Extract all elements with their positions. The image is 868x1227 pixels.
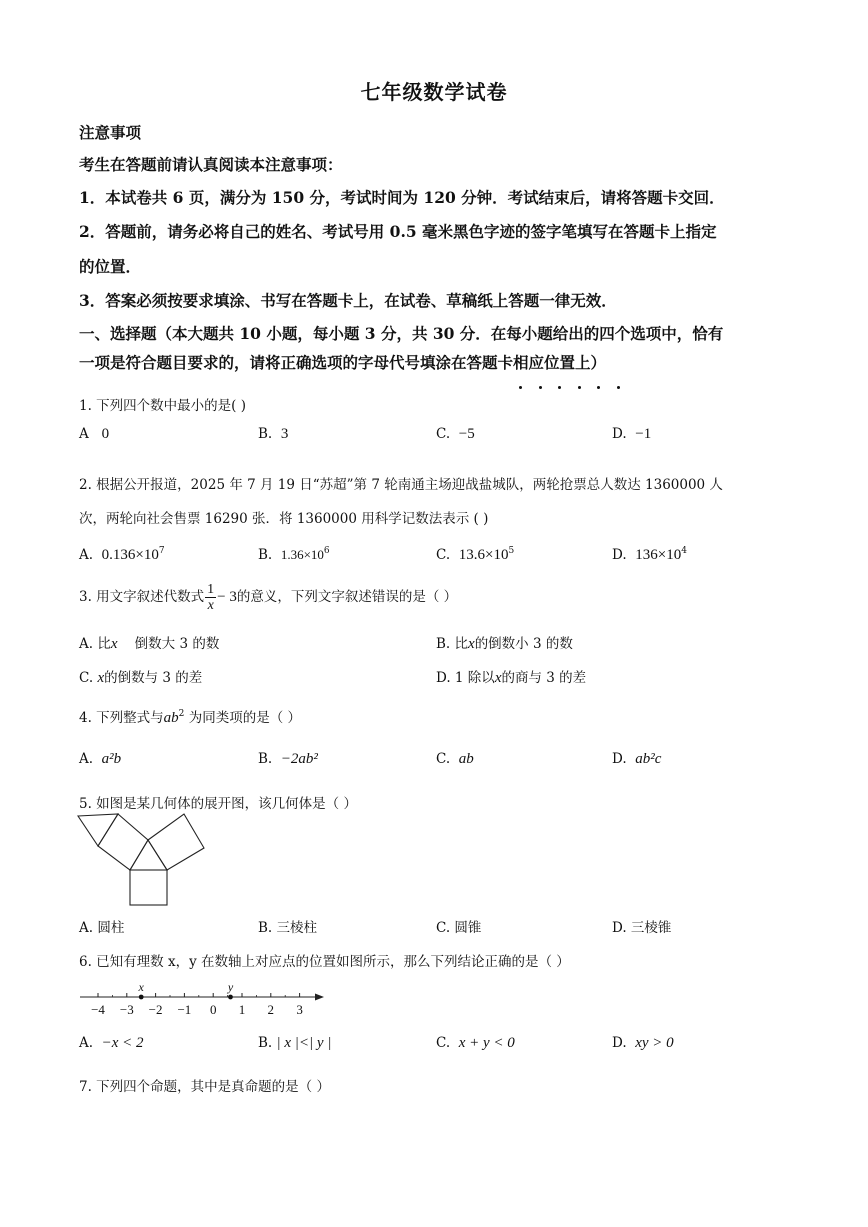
q3-option-d[interactable] — [436, 666, 586, 687]
question-3-stem-pre: 3. 用文字叙述代数式 — [79, 589, 205, 605]
option-label: B. 比 — [436, 636, 469, 652]
option-value: 3 — [280, 426, 289, 442]
section-heading-line-2: 一项是符合题目要求的，请将正确选项的字母代号填涂在答题卡相应位置上） — [79, 353, 607, 372]
net-triangle-center — [130, 840, 167, 870]
fraction-tail: − 3 — [217, 589, 237, 605]
option-label: C. — [436, 751, 451, 767]
option-variable: x — [110, 636, 118, 652]
option-value: −x < 2 — [101, 1035, 144, 1051]
option-value: −1 — [635, 426, 652, 442]
option-text: 倒数大 3 的数 — [117, 636, 220, 652]
option-label: D. — [612, 547, 627, 563]
x-point — [139, 995, 144, 1000]
q6-option-a[interactable] — [79, 1035, 144, 1052]
net-diagram — [76, 812, 236, 912]
q1-option-c[interactable] — [436, 426, 475, 443]
option-mantissa: 136×10 — [635, 547, 682, 563]
q6-option-b[interactable] — [258, 1035, 331, 1052]
option-exponent: 7 — [158, 546, 165, 556]
question-3-stem — [79, 582, 457, 613]
net-square-left — [98, 814, 148, 870]
question-3-stem-post: 的意义，下列文字叙述错误的是（ ） — [236, 589, 458, 605]
q2-option-a[interactable] — [79, 547, 165, 564]
option-label: C. — [436, 426, 451, 442]
option-value: ab — [458, 751, 474, 767]
option-value: a²b — [101, 751, 122, 767]
q1-option-d[interactable] — [612, 426, 651, 443]
option-label: B. — [258, 426, 273, 442]
q5-option-a[interactable]: A. 圆柱 — [79, 920, 125, 936]
option-label: A — [79, 426, 89, 442]
y-point — [228, 995, 233, 1000]
axis-tick-label: 3 — [296, 1002, 303, 1017]
option-label: D. — [612, 751, 627, 767]
option-mantissa: 1.36×10 — [280, 547, 324, 562]
y-point-label: y — [227, 980, 234, 994]
question-2-stem-line-2: 次，两轮向社会售票 16290 张．将 1360000 用科学记数法表示 ( ) — [79, 511, 489, 527]
question-7-stem: 7. 下列四个命题，其中是真命题的是（ ） — [79, 1079, 330, 1095]
q3-option-c[interactable] — [79, 666, 202, 687]
emphasis-dots — [519, 374, 639, 378]
option-label: A. — [79, 547, 94, 563]
option-value: −5 — [458, 426, 475, 442]
x-point-label: x — [138, 980, 144, 994]
option-value: −2ab² — [280, 751, 318, 767]
axis-tick-label: −2 — [148, 1002, 163, 1017]
option-variable: x — [97, 670, 105, 686]
option-label: D. — [612, 426, 627, 442]
option-label: C. — [436, 547, 451, 563]
option-value: xy > 0 — [635, 1035, 674, 1051]
question-4-stem-pre: 4. 下列整式与 — [79, 710, 164, 726]
axis-tick-label: 1 — [238, 1002, 246, 1017]
option-mantissa: 0.136×10 — [101, 547, 159, 563]
q3-option-a[interactable] — [79, 632, 219, 653]
axis-tick-label: −4 — [91, 1002, 105, 1017]
net-square-bottom — [130, 870, 167, 905]
axis-arrow — [315, 994, 324, 1001]
option-label: B. — [258, 751, 273, 767]
option-text: 的倒数与 3 的差 — [104, 670, 203, 686]
option-label: A. — [79, 751, 94, 767]
question-6-stem: 6. 已知有理数 x，y 在数轴上对应点的位置如图所示，那么下列结论正确的是（ ） — [79, 954, 570, 970]
question-4-stem-post: 为同类项的是（ ） — [188, 710, 301, 726]
notice-item-3: 3．答案必须按要求填涂、书写在答题卡上，在试卷、草稿纸上答题一律无效． — [79, 291, 617, 310]
fraction-numerator: 1 — [207, 582, 215, 597]
option-label: B. — [258, 547, 273, 563]
axis-tick-label: −3 — [119, 1002, 134, 1017]
q4-option-a[interactable] — [79, 751, 121, 768]
option-variable: x — [494, 670, 502, 686]
option-variable: x — [468, 636, 475, 652]
option-label: D. — [612, 1035, 627, 1051]
axis-tick-label: −1 — [177, 1002, 192, 1017]
fraction-denominator: x — [207, 598, 214, 613]
term: ab — [163, 710, 179, 726]
option-value: 0 — [101, 426, 110, 442]
option-mantissa: 13.6×10 — [458, 547, 509, 563]
option-label: A. — [79, 1035, 94, 1051]
option-text: 的倒数小 3 的数 — [474, 636, 573, 652]
q4-option-c[interactable] — [436, 751, 474, 768]
notice-heading: 注意事项 — [79, 123, 142, 142]
question-1-stem: 1. 下列四个数中最小的是( ) — [79, 398, 246, 414]
net-square-right — [148, 814, 204, 870]
section-heading-line-1: 一、选择题（本大题共 10 小题，每小题 3 分，共 30 分．在每小题给出的四个选项中，恰有 — [79, 324, 724, 343]
fraction-one-over-x — [205, 582, 216, 613]
notice-item-1: 1．本试卷共 6 页，满分为 150 分，考试时间为 120 分钟．考试结束后，请将答题卡交回． — [79, 188, 725, 207]
q4-option-b[interactable] — [258, 751, 318, 768]
q2-option-d[interactable] — [612, 547, 687, 564]
term-exponent: 2 — [178, 709, 185, 719]
page-title: 七年级数学试卷 — [360, 80, 508, 104]
q6-option-c[interactable] — [436, 1035, 515, 1052]
axis-tick-label: 2 — [267, 1002, 275, 1017]
q5-option-b[interactable]: B. 三棱柱 — [258, 920, 318, 936]
option-value: x + y < 0 — [458, 1035, 515, 1051]
option-exponent: 4 — [681, 546, 687, 556]
q2-option-c[interactable] — [436, 547, 514, 564]
option-exponent: 5 — [508, 546, 515, 556]
q5-option-d[interactable]: D. 三棱锥 — [612, 920, 672, 936]
option-exponent: 6 — [323, 546, 330, 556]
q1-option-a[interactable] — [79, 426, 109, 443]
option-label: D. 1 除以 — [436, 670, 495, 686]
number-line-axis-group — [80, 980, 324, 1017]
question-5-stem: 5. 如图是某几何体的展开图，该几何体是（ ） — [79, 796, 357, 812]
net-triangle-left — [78, 814, 118, 846]
option-label: C. — [79, 670, 94, 686]
option-value: | x |<| y | — [276, 1035, 332, 1051]
question-4-stem — [79, 706, 301, 727]
q6-option-d[interactable] — [612, 1035, 674, 1052]
notice-item-2-line-2: 的位置． — [79, 257, 142, 276]
question-2-stem-line-1: 2. 根据公开报道，2025 年 7 月 19 日“苏超”第 7 轮南通主场迎战盐城队，两轮抢票总人数达 1360000 人 — [79, 477, 723, 493]
option-label: B. — [258, 1035, 273, 1051]
axis-tick-label: 0 — [209, 1002, 217, 1017]
option-text: 的商与 3 的差 — [501, 670, 587, 686]
q5-option-c[interactable]: C. 圆锥 — [436, 920, 482, 936]
number-line — [76, 978, 332, 1020]
option-value: ab²c — [635, 751, 662, 767]
q3-option-b[interactable] — [436, 632, 573, 653]
option-label: C. — [436, 1035, 451, 1051]
q2-option-b[interactable] — [258, 547, 330, 563]
q4-option-d[interactable] — [612, 751, 661, 768]
option-label: A. 比 — [79, 636, 111, 652]
notice-item-2-line-1: 2．答题前，请务必将自己的姓名、考试号用 0.5 毫米黑色字迹的签字笔填写在答题卡上指定 — [79, 222, 717, 241]
q1-option-b[interactable] — [258, 426, 288, 443]
notice-intro: 考生在答题前请认真阅读本注意事项： — [79, 155, 343, 174]
